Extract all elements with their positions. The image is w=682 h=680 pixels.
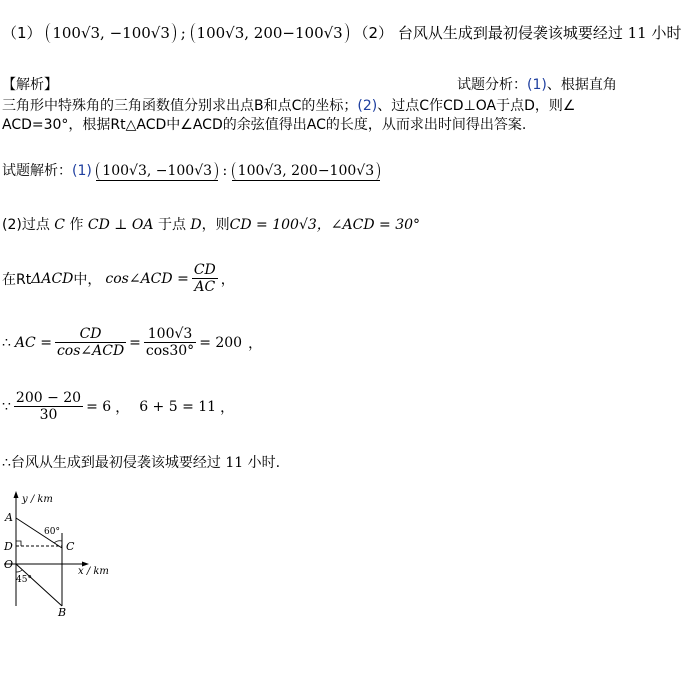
solution-coordinate-b: 100√3, −100√3 (96, 162, 218, 180)
step4-equals: = (129, 334, 141, 351)
conclusion-text: 台风从生成到最初侵袭该城要经过 (10, 455, 221, 471)
conclusion-unit: 小时. (247, 455, 281, 471)
label-o: O (4, 558, 14, 571)
angle-45-label: 45° (16, 575, 32, 585)
step2-zuo: 作 (69, 217, 84, 233)
angle-arc-45 (16, 570, 22, 572)
coordinate-b: 100√3, −100√3 (46, 23, 176, 43)
therefore-symbol-2: ∴ (2, 455, 11, 471)
step3-comma: ， (220, 271, 235, 288)
label-a: A (5, 511, 13, 524)
step4-fraction-2: $\frac{100√3}{\cos 30^\circ}$ (145, 326, 195, 359)
solution-separator: : (222, 163, 228, 179)
step4-comma: ， (248, 335, 263, 352)
answer-part2-unit: 小时 (651, 24, 682, 42)
step3-prefix: 在Rt (2, 271, 32, 288)
right-angle-mark (16, 541, 21, 546)
coordinate-figure (0, 488, 130, 623)
solution-step-2 (2, 214, 420, 234)
answer-line (2, 22, 682, 43)
answer-separator: ; (180, 24, 186, 42)
label-d: D (4, 540, 13, 553)
step5-fraction: $\frac{200 - 20}{30}$ (15, 390, 82, 423)
step3-cos: cos∠ACD = (105, 270, 189, 287)
answer-part1-label: （1） (2, 24, 42, 42)
label-b: B (58, 606, 67, 619)
solution-step-3 (2, 262, 235, 295)
step2-point-c: C (54, 217, 66, 233)
step5-sum: 6 + 5 = 11 (139, 398, 217, 415)
solution-marker-1: (1) (72, 163, 92, 179)
step5-comma-1: ， (115, 399, 130, 416)
analysis-text-2-tail: 、过点C作CD⊥OA于点D，则∠ (377, 98, 576, 114)
angle-60-label: 60° (44, 527, 60, 537)
solution-step-5 (2, 390, 234, 423)
step4-fraction-1: $\frac{CD}{\text{cos∠ACD}}$ (56, 326, 125, 359)
therefore-symbol: ∴ (2, 334, 11, 351)
step2-ze: ，则 (201, 217, 230, 233)
answer-part2-number: 11 (627, 24, 647, 42)
step4-result: = 200 (199, 334, 243, 351)
solution-label: 试题解析： (2, 163, 72, 179)
solution-coord-c-box (232, 162, 380, 181)
step3-zhong: 中， (73, 271, 102, 288)
answer-part2-label: （2） (353, 24, 394, 42)
y-axis-arrow (14, 491, 19, 498)
analysis-line-3: ACD=30°，根据Rt△ACD中∠ACD的余弦值得出AC的长度，从而求出时间得出答案. (2, 117, 527, 133)
step2-marker: (2) (2, 217, 22, 233)
step5-equals: = 6 (86, 398, 112, 415)
conclusion-number: 11 (225, 455, 244, 471)
analysis-text-1: 、根据直角 (546, 77, 617, 93)
step5-comma-2: ， (220, 399, 235, 416)
solution-step-4 (2, 326, 262, 359)
step4-ac: AC = (14, 334, 52, 351)
step2-yu: 于点 (157, 217, 186, 233)
step2-angle: ，∠ACD = 30° (316, 217, 421, 233)
analysis-marker-1: (1) (527, 77, 547, 93)
jiexi-heading: 【解析】 (2, 77, 58, 93)
analysis-line-1 (457, 74, 617, 94)
angle-arc-60 (54, 541, 62, 543)
coordinate-c: 100√3, 200−100√3 (191, 23, 349, 43)
y-axis-label: y / km (22, 494, 53, 505)
analysis-text-2: 三角形中特殊角的三角函数值分别求出点B和点C的坐标； (2, 98, 358, 114)
step3-triangle: ΔACD (31, 270, 74, 287)
step2-cd-length: CD = 100√3 (229, 217, 317, 233)
because-symbol: ∵ (2, 398, 11, 415)
analysis-label: 试题分析： (457, 77, 527, 93)
solution-conclusion (2, 452, 280, 472)
step2-perpendicular: CD ⊥ OA (87, 217, 154, 233)
solution-coordinate-c: 100√3, 200−100√3 (232, 162, 380, 180)
analysis-line-2 (2, 95, 575, 115)
label-c: C (66, 540, 75, 553)
x-axis-label: x / km (78, 566, 109, 577)
step2-text: 过点 (21, 217, 50, 233)
step3-fraction: $\frac{CD}{AC}$ (193, 262, 216, 295)
step2-point-d: D (190, 217, 202, 233)
solution-step-1 (2, 160, 380, 181)
solution-coord-b-box (96, 162, 218, 181)
analysis-marker-2: (2) (357, 98, 378, 114)
answer-part2-text: 台风从生成到最初侵袭该城要经过 (397, 24, 623, 42)
line-ob (16, 564, 62, 606)
